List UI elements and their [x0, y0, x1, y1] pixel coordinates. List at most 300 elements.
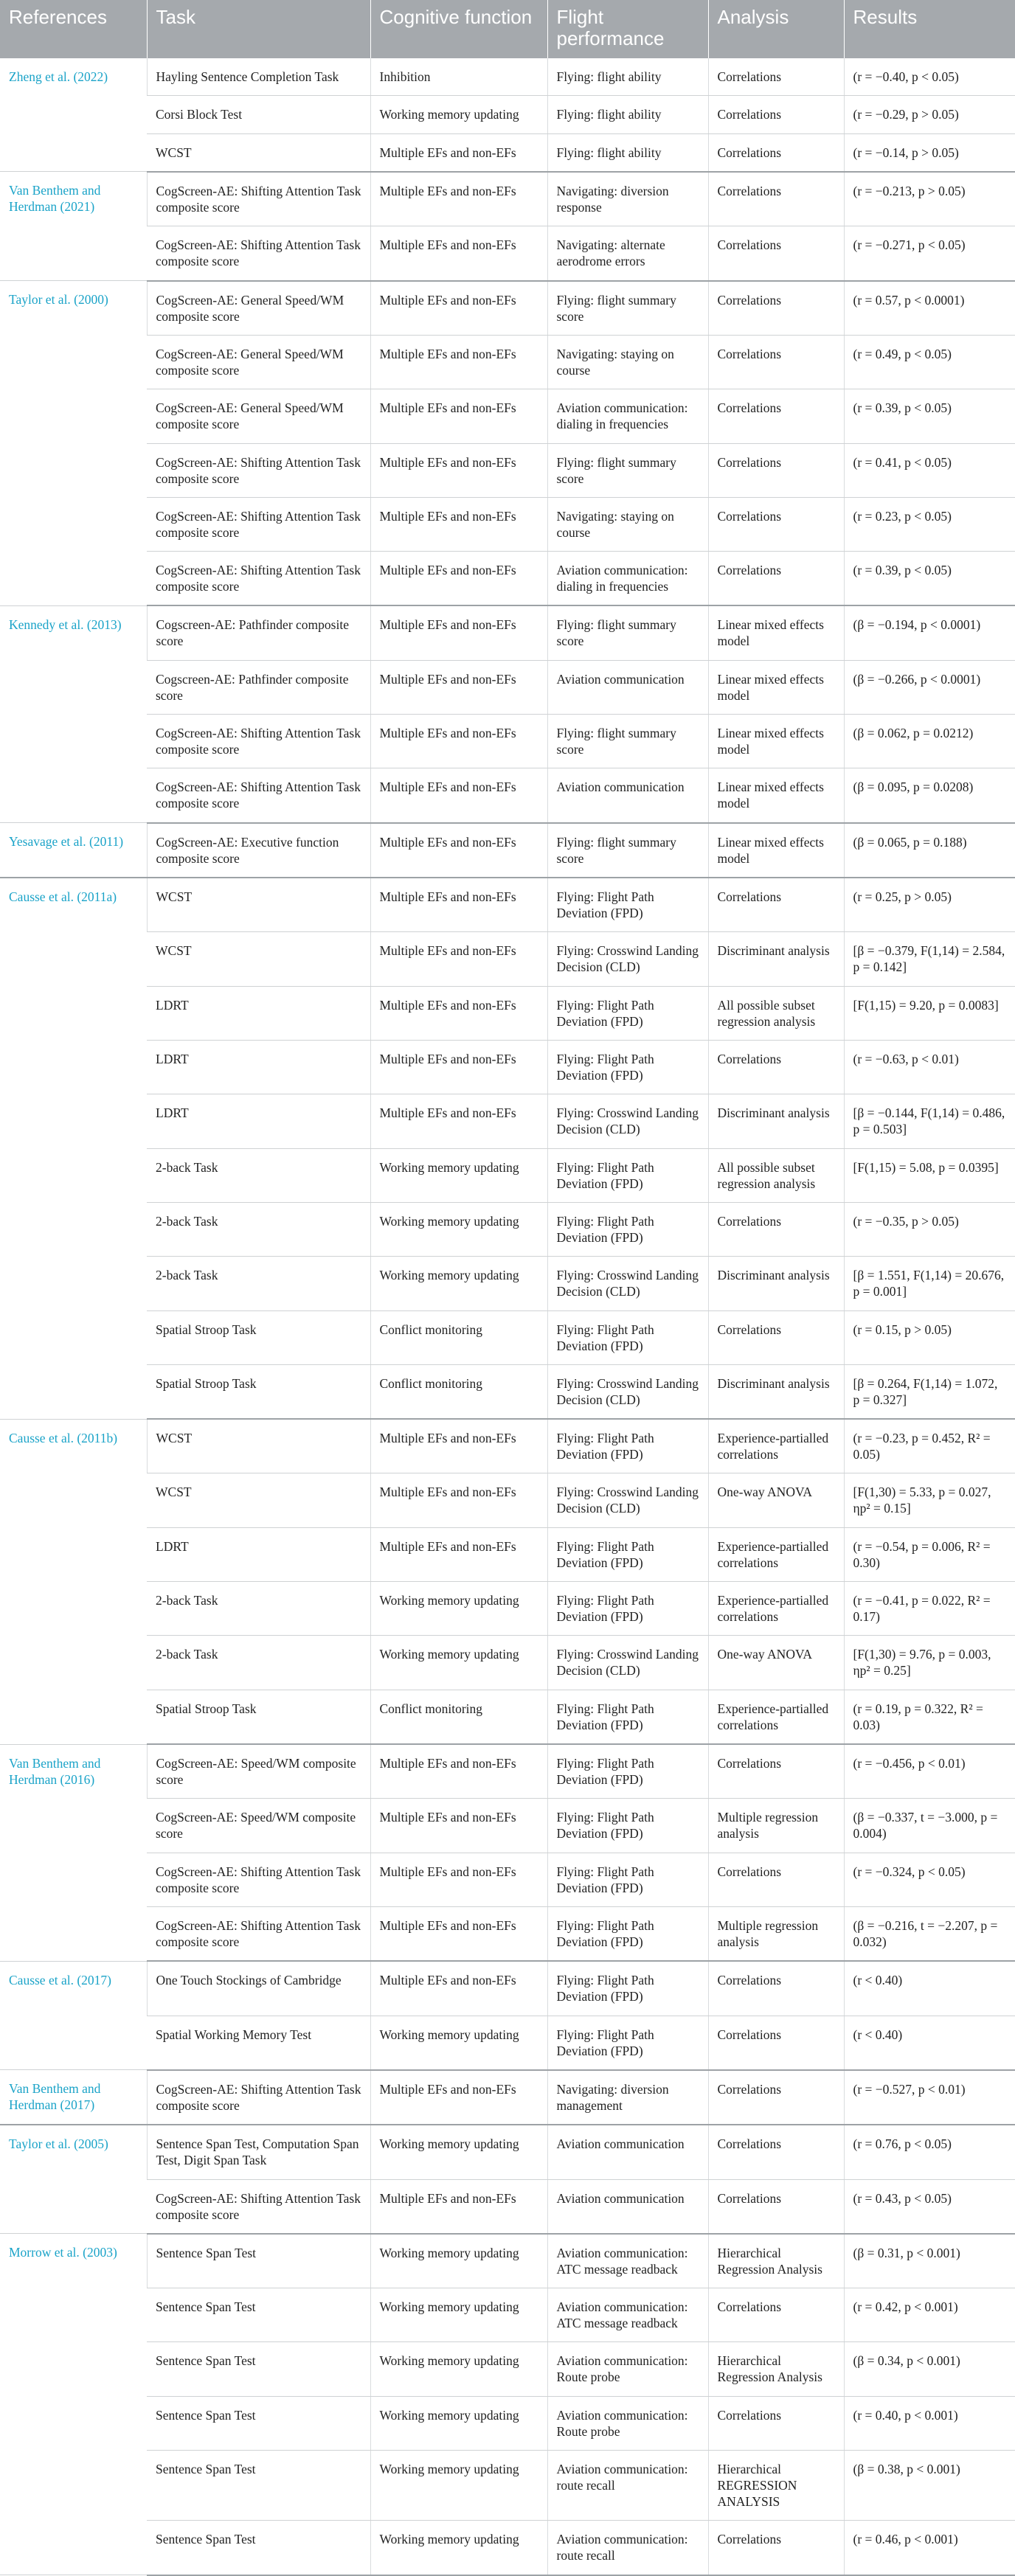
cognitive-function-cell: Working memory updating [370, 2521, 547, 2575]
flight-performance-cell: Flying: Flight Path Deviation (FPD) [547, 986, 708, 1040]
reference-link[interactable]: Van Benthem and Herdman (2017) [9, 2081, 101, 2113]
results-cell: [F(1,30) = 5.33, p = 0.027, ηp² = 0.15] [844, 1473, 1015, 1527]
table-row [0, 1961, 1015, 2016]
table-row [0, 389, 1015, 443]
flight-performance-cell: Flying: flight ability [547, 133, 708, 172]
task-cell: Spatial Stroop Task [147, 1364, 370, 1419]
table-row [0, 1419, 1015, 1473]
task-cell: LDRT [147, 1094, 370, 1148]
results-cell: (r = −0.63, p < 0.01) [844, 1040, 1015, 1094]
flight-performance-cell: Navigating: alternate aerodrome errors [547, 226, 708, 281]
table-row [0, 1257, 1015, 1310]
analysis-cell: Linear mixed effects model [708, 715, 844, 768]
results-cell: (β = −0.337, t = −3.000, p = 0.004) [844, 1799, 1015, 1853]
cognitive-function-cell: Multiple EFs and non-EFs [370, 172, 547, 226]
cognitive-function-cell: Working memory updating [370, 1257, 547, 1310]
task-cell: CogScreen-AE: Shifting Attention Task composite score [147, 497, 370, 551]
flight-performance-cell: Aviation communication: Route probe [547, 2342, 708, 2396]
analysis-cell: Correlations [708, 878, 844, 932]
results-cell: [F(1,15) = 9.20, p = 0.0083] [844, 986, 1015, 1040]
analysis-cell: Correlations [708, 2016, 844, 2070]
flight-performance-cell: Flying: Crosswind Landing Decision (CLD) [547, 1364, 708, 1419]
cognitive-function-cell: Working memory updating [370, 2125, 547, 2179]
results-cell: (r = −0.23, p = 0.452, R² = 0.05) [844, 1419, 1015, 1473]
cognitive-function-cell: Working memory updating [370, 1582, 547, 1636]
results-cell: (β = −0.216, t = −2.207, p = 0.032) [844, 1906, 1015, 1961]
results-cell: [β = 0.264, F(1,14) = 1.072, p = 0.327] [844, 1364, 1015, 1419]
flight-performance-cell: Flying: flight ability [547, 96, 708, 133]
results-cell: (r = 0.40, p < 0.001) [844, 2396, 1015, 2450]
flight-performance-cell: Aviation communication: ATC message readback [547, 2288, 708, 2342]
analysis-cell: Discriminant analysis [708, 1257, 844, 1310]
table-row [0, 1690, 1015, 1744]
table-row [0, 1473, 1015, 1527]
table-row [0, 768, 1015, 823]
header-flight-performance: Flight performance [547, 0, 708, 58]
flight-performance-cell: Aviation communication: dialing in frequencies [547, 552, 708, 606]
flight-performance-cell: Flying: Flight Path Deviation (FPD) [547, 1040, 708, 1094]
flight-performance-cell: Flying: Flight Path Deviation (FPD) [547, 1148, 708, 1202]
task-cell: CogScreen-AE: Shifting Attention Task composite score [147, 715, 370, 768]
header-cognitive-function: Cognitive function [370, 0, 547, 58]
flight-performance-cell: Flying: Flight Path Deviation (FPD) [547, 878, 708, 932]
results-cell: (β = 0.31, p < 0.001) [844, 2234, 1015, 2288]
results-cell: (r = −0.324, p < 0.05) [844, 1853, 1015, 1906]
results-cell: (r = −0.527, p < 0.01) [844, 2070, 1015, 2125]
reference-link[interactable]: Zheng et al. (2022) [9, 69, 108, 84]
table-row [0, 2125, 1015, 2179]
results-cell: (r = −0.271, p < 0.05) [844, 226, 1015, 281]
task-cell: Spatial Stroop Task [147, 1310, 370, 1364]
analysis-cell: Correlations [708, 1202, 844, 1256]
flight-performance-cell: Flying: flight summary score [547, 823, 708, 878]
flight-performance-cell: Flying: flight summary score [547, 715, 708, 768]
results-cell: (β = 0.062, p = 0.0212) [844, 715, 1015, 768]
task-cell: CogScreen-AE: Speed/WM composite score [147, 1799, 370, 1853]
reference-link[interactable]: Yesavage et al. (2011) [9, 834, 124, 850]
results-cell: (r = 0.49, p < 0.05) [844, 335, 1015, 389]
cognitive-function-cell: Multiple EFs and non-EFs [370, 497, 547, 551]
flight-performance-cell: Flying: Flight Path Deviation (FPD) [547, 1744, 708, 1799]
table-row [0, 1799, 1015, 1853]
flight-performance-cell: Navigating: diversion management [547, 2070, 708, 2125]
analysis-cell: Linear mixed effects model [708, 660, 844, 714]
analysis-cell: All possible subset regression analysis [708, 1148, 844, 1202]
cognitive-function-cell: Conflict monitoring [370, 1364, 547, 1419]
results-cell: (r = −0.29, p > 0.05) [844, 96, 1015, 133]
table-row [0, 715, 1015, 768]
task-cell: CogScreen-AE: General Speed/WM composite score [147, 335, 370, 389]
flight-performance-cell: Aviation communication: route recall [547, 2451, 708, 2521]
results-cell: [β = −0.379, F(1,14) = 2.584, p = 0.142] [844, 932, 1015, 986]
table-row [0, 986, 1015, 1040]
cognitive-function-cell: Multiple EFs and non-EFs [370, 823, 547, 878]
analysis-cell: Correlations [708, 1310, 844, 1364]
flight-performance-cell: Flying: Crosswind Landing Decision (CLD) [547, 1636, 708, 1690]
results-cell: (β = 0.065, p = 0.188) [844, 823, 1015, 878]
results-cell: [F(1,30) = 9.76, p = 0.003, ηp² = 0.25] [844, 1636, 1015, 1690]
cognitive-function-cell: Multiple EFs and non-EFs [370, 715, 547, 768]
table-row [0, 1040, 1015, 1094]
results-cell: (r = −0.213, p > 0.05) [844, 172, 1015, 226]
cognitive-function-cell: Multiple EFs and non-EFs [370, 2070, 547, 2125]
results-cell: (r = −0.35, p > 0.05) [844, 1202, 1015, 1256]
cognitive-function-cell: Multiple EFs and non-EFs [370, 2179, 547, 2234]
task-cell: Cogscreen-AE: Pathfinder composite score [147, 660, 370, 714]
analysis-cell: Experience-partialled correlations [708, 1582, 844, 1636]
task-cell: CogScreen-AE: General Speed/WM composite score [147, 281, 370, 336]
flight-performance-cell: Aviation communication: route recall [547, 2521, 708, 2575]
cognitive-function-cell: Working memory updating [370, 2016, 547, 2070]
task-cell: Sentence Span Test [147, 2234, 370, 2288]
reference-cell [0, 878, 147, 1419]
analysis-cell: Linear mixed effects model [708, 768, 844, 823]
analysis-cell: Correlations [708, 2125, 844, 2179]
results-cell: [F(1,15) = 5.08, p = 0.0395] [844, 1148, 1015, 1202]
analysis-cell: Experience-partialled correlations [708, 1527, 844, 1581]
results-cell: (r = 0.19, p = 0.322, R² = 0.03) [844, 1690, 1015, 1744]
task-cell: CogScreen-AE: Shifting Attention Task composite score [147, 1853, 370, 1906]
cognitive-function-cell: Multiple EFs and non-EFs [370, 1853, 547, 1906]
cognitive-function-cell: Working memory updating [370, 2451, 547, 2521]
cognitive-function-cell: Multiple EFs and non-EFs [370, 986, 547, 1040]
flight-performance-cell: Flying: Crosswind Landing Decision (CLD) [547, 1257, 708, 1310]
results-cell: (r = −0.456, p < 0.01) [844, 1744, 1015, 1799]
reference-link[interactable]: Van Benthem and Herdman (2016) [9, 1755, 101, 1787]
results-cell: (β = −0.194, p < 0.0001) [844, 605, 1015, 660]
reference-link[interactable]: Kennedy et al. (2013) [9, 617, 122, 632]
analysis-cell: Linear mixed effects model [708, 823, 844, 878]
cognitive-function-cell: Multiple EFs and non-EFs [370, 133, 547, 172]
task-cell: Sentence Span Test [147, 2521, 370, 2575]
table-row [0, 878, 1015, 932]
analysis-cell: Correlations [708, 226, 844, 281]
header-row [0, 0, 1015, 58]
flight-performance-cell: Navigating: diversion response [547, 172, 708, 226]
table-row [0, 1744, 1015, 1799]
task-cell: 2-back Task [147, 1148, 370, 1202]
task-cell: CogScreen-AE: Shifting Attention Task composite score [147, 226, 370, 281]
task-cell: Sentence Span Test [147, 2396, 370, 2450]
cognitive-function-cell: Multiple EFs and non-EFs [370, 1906, 547, 1961]
task-cell: Corsi Block Test [147, 96, 370, 133]
task-cell: WCST [147, 133, 370, 172]
analysis-cell: Experience-partialled correlations [708, 1419, 844, 1473]
cognitive-function-cell: Multiple EFs and non-EFs [370, 1744, 547, 1799]
cognitive-function-cell: Working memory updating [370, 2288, 547, 2342]
analysis-cell: Hierarchical REGRESSION ANALYSIS [708, 2451, 844, 2521]
table-body [0, 58, 1015, 2575]
analysis-cell: Correlations [708, 281, 844, 336]
analysis-cell: Correlations [708, 335, 844, 389]
cognitive-function-cell: Multiple EFs and non-EFs [370, 389, 547, 443]
task-cell: 2-back Task [147, 1582, 370, 1636]
analysis-cell: Discriminant analysis [708, 932, 844, 986]
cognitive-function-cell: Multiple EFs and non-EFs [370, 552, 547, 606]
analysis-cell: Correlations [708, 58, 844, 96]
task-cell: CogScreen-AE: Shifting Attention Task composite score [147, 768, 370, 823]
results-cell: (r = 0.43, p < 0.05) [844, 2179, 1015, 2234]
task-cell: Spatial Stroop Task [147, 1690, 370, 1744]
reference-cell [0, 2125, 147, 2234]
flight-performance-cell: Flying: Flight Path Deviation (FPD) [547, 1202, 708, 1256]
table-row [0, 2521, 1015, 2575]
flight-performance-cell: Flying: Flight Path Deviation (FPD) [547, 1690, 708, 1744]
flight-performance-cell: Aviation communication [547, 2125, 708, 2179]
task-cell: One Touch Stockings of Cambridge [147, 1961, 370, 2016]
table-row [0, 1094, 1015, 1148]
table-row [0, 1636, 1015, 1690]
reference-cell [0, 1744, 147, 1961]
analysis-cell: Hierarchical Regression Analysis [708, 2234, 844, 2288]
task-cell: WCST [147, 1419, 370, 1473]
task-cell: CogScreen-AE: Shifting Attention Task composite score [147, 172, 370, 226]
results-cell: [β = −0.144, F(1,14) = 0.486, p = 0.503] [844, 1094, 1015, 1148]
results-cell: (r = 0.39, p < 0.05) [844, 389, 1015, 443]
table-row [0, 226, 1015, 281]
flight-performance-cell: Flying: Flight Path Deviation (FPD) [547, 1853, 708, 1906]
analysis-cell: Correlations [708, 1040, 844, 1094]
analysis-cell: Correlations [708, 1853, 844, 1906]
results-cell: (r = 0.39, p < 0.05) [844, 552, 1015, 606]
analysis-cell: One-way ANOVA [708, 1636, 844, 1690]
flight-performance-cell: Flying: Flight Path Deviation (FPD) [547, 1310, 708, 1364]
analysis-cell: Discriminant analysis [708, 1094, 844, 1148]
cognitive-function-cell: Conflict monitoring [370, 1690, 547, 1744]
flight-performance-cell: Flying: flight summary score [547, 281, 708, 336]
flight-performance-cell: Navigating: staying on course [547, 497, 708, 551]
results-cell: (r = −0.41, p = 0.022, R² = 0.17) [844, 1582, 1015, 1636]
cognitive-function-cell: Inhibition [370, 58, 547, 96]
table-row [0, 2342, 1015, 2396]
table-row [0, 2179, 1015, 2234]
reference-link[interactable]: Taylor et al. (2000) [9, 292, 108, 308]
reference-link[interactable]: Van Benthem and Herdman (2021) [9, 183, 101, 215]
task-cell: LDRT [147, 986, 370, 1040]
task-cell: Hayling Sentence Completion Task [147, 58, 370, 96]
cognitive-function-cell: Working memory updating [370, 2396, 547, 2450]
task-cell: CogScreen-AE: Shifting Attention Task composite score [147, 2070, 370, 2125]
table-row [0, 1853, 1015, 1906]
analysis-cell: Correlations [708, 2179, 844, 2234]
analysis-cell: Multiple regression analysis [708, 1906, 844, 1961]
cognitive-function-cell: Multiple EFs and non-EFs [370, 768, 547, 823]
cognitive-function-cell: Multiple EFs and non-EFs [370, 1799, 547, 1853]
table-row [0, 660, 1015, 714]
flight-performance-cell: Flying: Flight Path Deviation (FPD) [547, 1419, 708, 1473]
table-row [0, 335, 1015, 389]
flight-performance-cell: Aviation communication: Route probe [547, 2396, 708, 2450]
results-cell: (r = 0.76, p < 0.05) [844, 2125, 1015, 2179]
task-cell: CogScreen-AE: Shifting Attention Task composite score [147, 443, 370, 497]
table-row [0, 2234, 1015, 2288]
flight-performance-cell: Flying: flight ability [547, 58, 708, 96]
results-cell: (r = 0.25, p > 0.05) [844, 878, 1015, 932]
table-row [0, 1906, 1015, 1961]
cognitive-function-cell: Working memory updating [370, 2234, 547, 2288]
results-cell: [β = 1.551, F(1,14) = 20.676, p = 0.001] [844, 1257, 1015, 1310]
table-row [0, 1148, 1015, 1202]
table-row [0, 2396, 1015, 2450]
analysis-cell: Correlations [708, 172, 844, 226]
table-row [0, 443, 1015, 497]
cognitive-function-cell: Multiple EFs and non-EFs [370, 281, 547, 336]
results-cell: (r = −0.40, p < 0.05) [844, 58, 1015, 96]
analysis-cell: Correlations [708, 389, 844, 443]
flight-performance-cell: Flying: Crosswind Landing Decision (CLD) [547, 1473, 708, 1527]
analysis-cell: Correlations [708, 497, 844, 551]
table-row [0, 2288, 1015, 2342]
analysis-cell: Discriminant analysis [708, 1364, 844, 1419]
cognitive-function-cell: Working memory updating [370, 96, 547, 133]
table-header [0, 0, 1015, 58]
analysis-cell: Correlations [708, 2521, 844, 2575]
task-cell: 2-back Task [147, 1257, 370, 1310]
task-cell: CogScreen-AE: Executive function composite score [147, 823, 370, 878]
table-row [0, 552, 1015, 606]
reference-cell [0, 2234, 147, 2575]
results-cell: (r = 0.57, p < 0.0001) [844, 281, 1015, 336]
flight-performance-cell: Aviation communication [547, 2179, 708, 2234]
analysis-cell: Correlations [708, 1961, 844, 2016]
cognitive-function-cell: Multiple EFs and non-EFs [370, 226, 547, 281]
cognitive-function-cell: Conflict monitoring [370, 1310, 547, 1364]
reference-cell [0, 823, 147, 878]
table-row [0, 2451, 1015, 2521]
task-cell: Cogscreen-AE: Pathfinder composite score [147, 605, 370, 660]
cognitive-function-cell: Multiple EFs and non-EFs [370, 1419, 547, 1473]
analysis-cell: Correlations [708, 133, 844, 172]
reference-cell [0, 172, 147, 281]
results-cell: (r = −0.54, p = 0.006, R² = 0.30) [844, 1527, 1015, 1581]
flight-performance-cell: Flying: Crosswind Landing Decision (CLD) [547, 932, 708, 986]
cognitive-function-cell: Multiple EFs and non-EFs [370, 878, 547, 932]
flight-performance-cell: Aviation communication: ATC message readback [547, 2234, 708, 2288]
reference-cell [0, 605, 147, 822]
table-row [0, 172, 1015, 226]
analysis-cell: Correlations [708, 2288, 844, 2342]
flight-performance-cell: Navigating: staying on course [547, 335, 708, 389]
table-row [0, 281, 1015, 336]
flight-performance-cell: Flying: Crosswind Landing Decision (CLD) [547, 1094, 708, 1148]
flight-performance-cell: Flying: Flight Path Deviation (FPD) [547, 2016, 708, 2070]
task-cell: Sentence Span Test [147, 2342, 370, 2396]
results-cell: (r = −0.14, p > 0.05) [844, 133, 1015, 172]
cognitive-function-cell: Multiple EFs and non-EFs [370, 932, 547, 986]
task-cell: Sentence Span Test [147, 2451, 370, 2521]
task-cell: CogScreen-AE: Shifting Attention Task composite score [147, 2179, 370, 2234]
cognitive-function-cell: Working memory updating [370, 2342, 547, 2396]
header-task: Task [147, 0, 370, 58]
flight-performance-cell: Flying: Flight Path Deviation (FPD) [547, 1582, 708, 1636]
analysis-cell: Correlations [708, 96, 844, 133]
cognitive-function-cell: Multiple EFs and non-EFs [370, 1094, 547, 1148]
results-cell: (r = 0.46, p < 0.001) [844, 2521, 1015, 2575]
task-cell: 2-back Task [147, 1202, 370, 1256]
table-row [0, 58, 1015, 96]
analysis-cell: Correlations [708, 1744, 844, 1799]
results-cell: (r = 0.23, p < 0.05) [844, 497, 1015, 551]
table-row [0, 1527, 1015, 1581]
table-row [0, 823, 1015, 878]
flight-performance-cell: Flying: flight summary score [547, 443, 708, 497]
analysis-cell: All possible subset regression analysis [708, 986, 844, 1040]
table-row [0, 96, 1015, 133]
table-row [0, 2070, 1015, 2125]
analysis-cell: Correlations [708, 2070, 844, 2125]
results-cell: (β = 0.38, p < 0.001) [844, 2451, 1015, 2521]
cognitive-function-cell: Multiple EFs and non-EFs [370, 605, 547, 660]
analysis-cell: Correlations [708, 2396, 844, 2450]
analysis-cell: Experience-partialled correlations [708, 1690, 844, 1744]
reference-link[interactable]: Morrow et al. (2003) [9, 2245, 117, 2260]
flight-performance-cell: Aviation communication [547, 768, 708, 823]
reference-cell [0, 58, 147, 172]
reference-cell [0, 2070, 147, 2125]
reference-cell [0, 1419, 147, 1744]
analysis-cell: Correlations [708, 443, 844, 497]
reference-link[interactable]: Causse et al. (2011a) [9, 889, 117, 904]
table-row [0, 133, 1015, 172]
table-row [0, 605, 1015, 660]
task-cell: Sentence Span Test, Computation Span Test, Digit Span Task [147, 2125, 370, 2179]
cognitive-function-cell: Multiple EFs and non-EFs [370, 1527, 547, 1581]
task-cell: LDRT [147, 1040, 370, 1094]
table-row [0, 497, 1015, 551]
table-row [0, 1364, 1015, 1419]
reference-link[interactable]: Taylor et al. (2005) [9, 2136, 108, 2152]
analysis-cell: Hierarchical Regression Analysis [708, 2342, 844, 2396]
results-cell: (r < 0.40) [844, 2016, 1015, 2070]
task-cell: CogScreen-AE: General Speed/WM composite score [147, 389, 370, 443]
header-analysis: Analysis [708, 0, 844, 58]
table-row [0, 932, 1015, 986]
flight-performance-cell: Flying: Flight Path Deviation (FPD) [547, 1527, 708, 1581]
reference-link[interactable]: Causse et al. (2011b) [9, 1430, 118, 1445]
analysis-cell: Multiple regression analysis [708, 1799, 844, 1853]
table-row [0, 1310, 1015, 1364]
flight-performance-cell: Flying: Flight Path Deviation (FPD) [547, 1961, 708, 2016]
results-cell: (β = 0.095, p = 0.0208) [844, 768, 1015, 823]
results-cell: (β = 0.34, p < 0.001) [844, 2342, 1015, 2396]
cognitive-function-cell: Working memory updating [370, 1636, 547, 1690]
task-cell: WCST [147, 878, 370, 932]
reference-link[interactable]: Causse et al. (2017) [9, 1972, 111, 1987]
flight-performance-cell: Aviation communication: dialing in frequencies [547, 389, 708, 443]
cognitive-function-cell: Multiple EFs and non-EFs [370, 1473, 547, 1527]
header-references: References [0, 0, 147, 58]
reference-cell [0, 281, 147, 606]
task-cell: CogScreen-AE: Speed/WM composite score [147, 1744, 370, 1799]
flight-performance-cell: Flying: Flight Path Deviation (FPD) [547, 1906, 708, 1961]
cognitive-function-cell: Multiple EFs and non-EFs [370, 1040, 547, 1094]
cognitive-function-cell: Working memory updating [370, 1148, 547, 1202]
analysis-cell: Correlations [708, 552, 844, 606]
task-cell: WCST [147, 932, 370, 986]
results-cell: (r < 0.40) [844, 1961, 1015, 2016]
cognitive-function-cell: Multiple EFs and non-EFs [370, 443, 547, 497]
cognitive-function-cell: Working memory updating [370, 1202, 547, 1256]
table-row [0, 1582, 1015, 1636]
reference-cell [0, 1961, 147, 2070]
task-cell: LDRT [147, 1527, 370, 1581]
analysis-cell: One-way ANOVA [708, 1473, 844, 1527]
task-cell: Spatial Working Memory Test [147, 2016, 370, 2070]
task-cell: CogScreen-AE: Shifting Attention Task composite score [147, 552, 370, 606]
results-cell: (β = −0.266, p < 0.0001) [844, 660, 1015, 714]
task-cell: WCST [147, 1473, 370, 1527]
flight-performance-cell: Flying: flight summary score [547, 605, 708, 660]
